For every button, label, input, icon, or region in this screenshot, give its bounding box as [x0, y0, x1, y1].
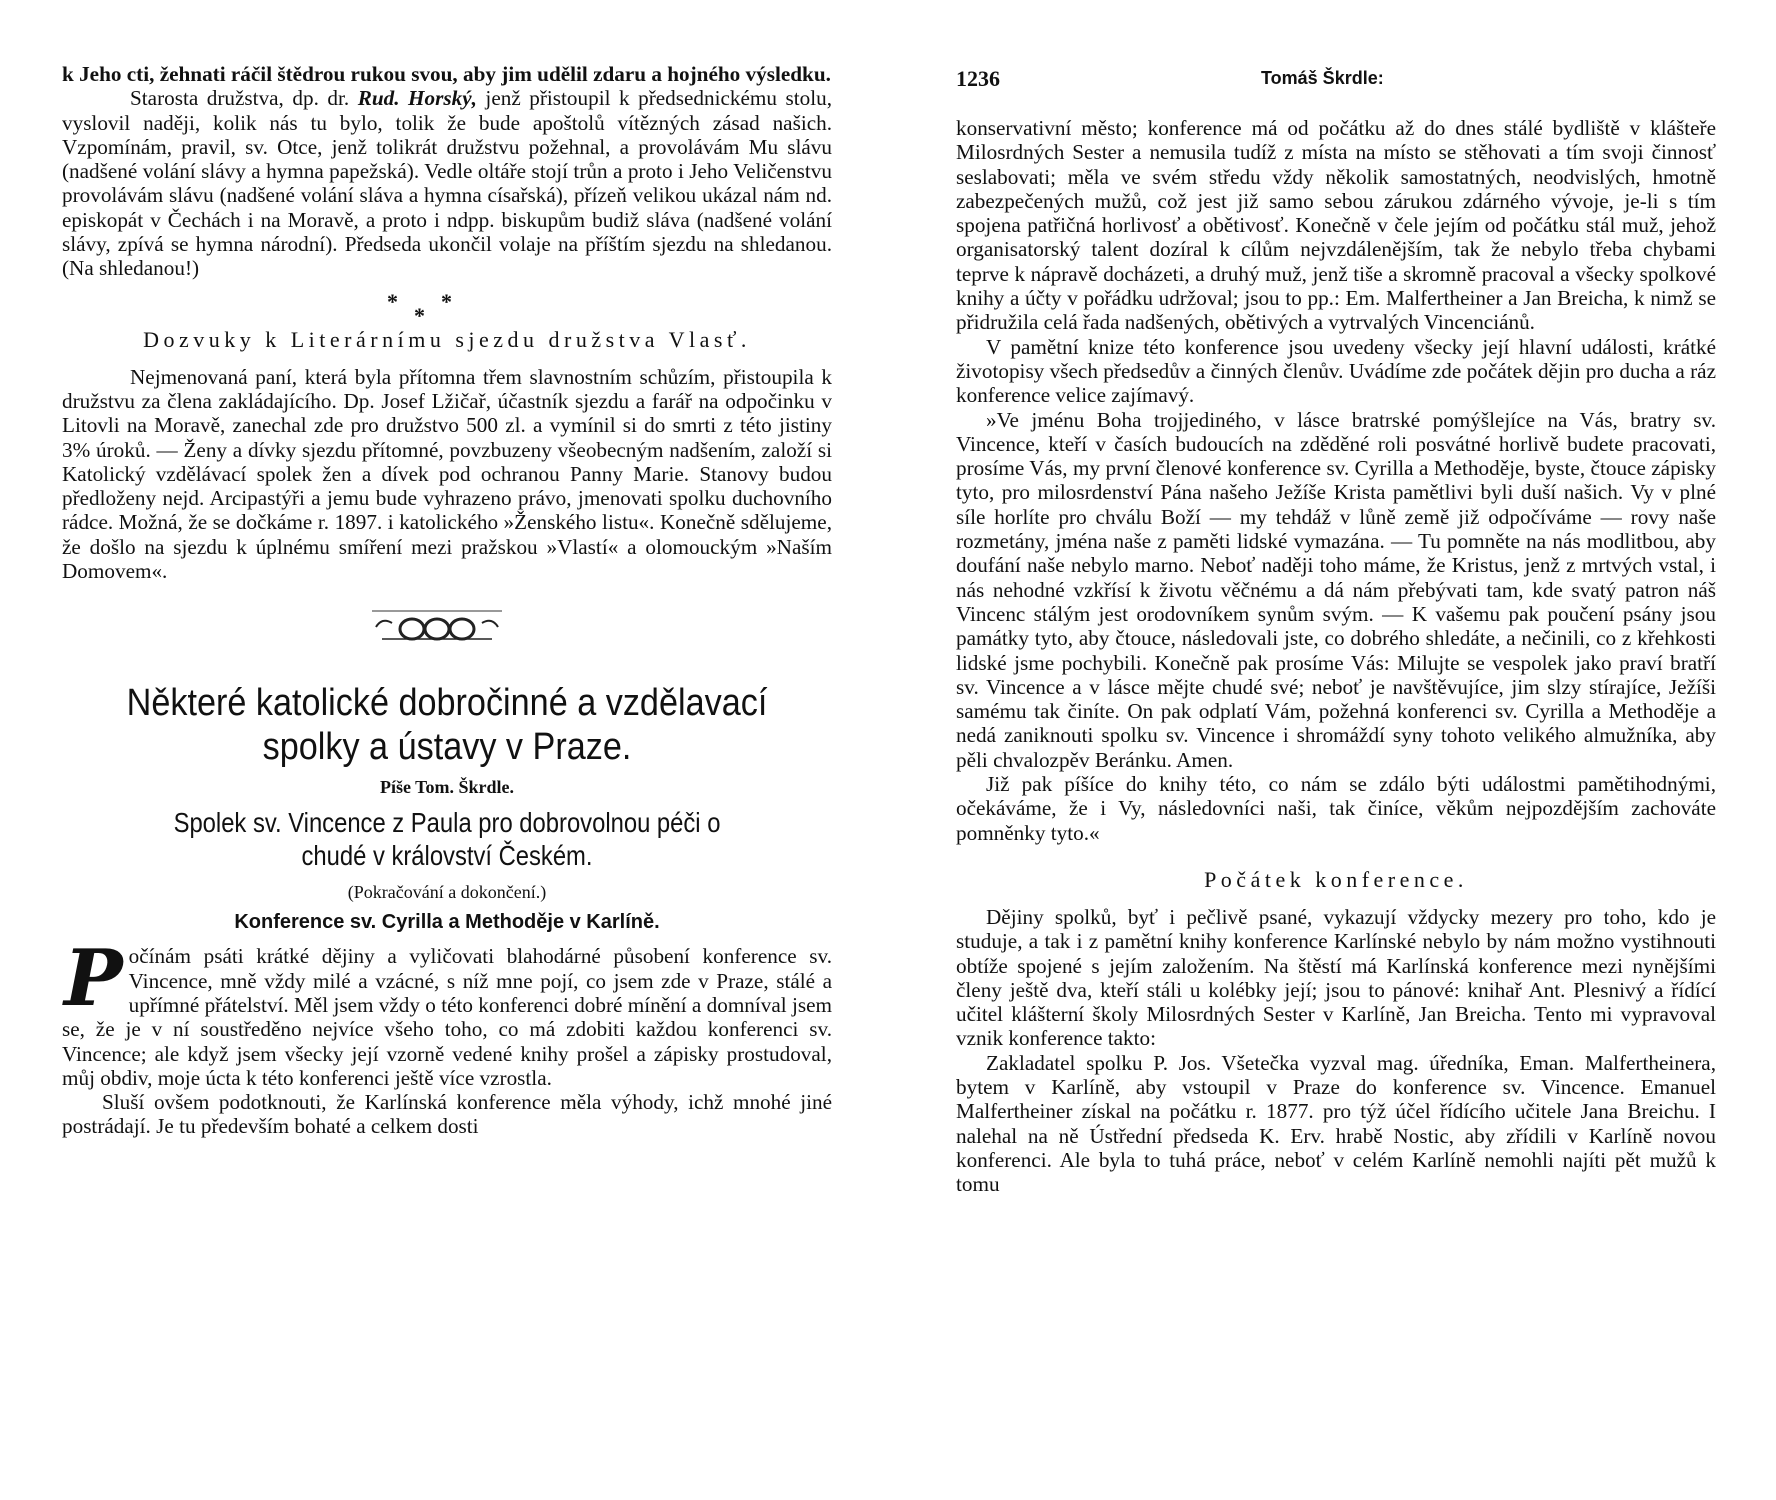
right-page [956, 0, 1716, 1196]
paragraph: Nejmenovaná paní, která byla přítomna třem slavnostním schůzím, přistoupila k družstvu za člena zakládajícího. Dp. Josef Lžičař, účastník sjezdu a farář na odpočinku v Litovli na Moravě, zanechal zde pro družstvo 500 zl. a vymínil si do smrti z této jistiny 3% úroků. — Ženy a dívky sjezdu přítomné, povzbuzeny všeobecným nadšením, založí si Katolický vzdělávací spolek žen a dívek pod ochranou Panny Marie. Stanovy budou předloženy nejd. Arcipastýři a jemu bude vyhrazeno právo, jmenovati spolku duchovního rádce. Možná, že se dočkáme r. 1897. i katolického »Ženského listu«. Konečně sdělujeme, že došlo na sjezdu k úplnému smíření mezi pražskou »Vlastí« a olomouckým »Naším Domovem«. [62, 364, 832, 584]
ornament-divider [62, 583, 832, 673]
section-separator [62, 281, 832, 328]
section-heading: Počátek konference. [1204, 866, 1468, 892]
person-name: Rud. Horský, [357, 86, 477, 111]
text-span: jenž přistoupil k předsednickému stolu, vyslovil naději, kolik nás tu bylo, tolik že bude apoštolů vítězných zásad našich. Vzpomínám, pravil, sv. Otce, jenž tolikrát družstvu požehnal, a provolávám Mu slávu (nadšené volání slávy a hymna papežská). Vedle oltáře stojí trůn a proto i Jeho Veličenstvu provolávám slávu (nadšené volání sláva a hymna císařská), přízeň velikou ukázal nám nd. episkopát v Čechách i na Moravě, a proto i ndpp. biskupům budiž sláva (nadšené volání slávy, zpívá se hymna národní). Předseda ukončil volaje na příštím sjezdu na shledanou. (Na shledanou!) [62, 86, 832, 281]
continuation-note: (Pokračování a dokončení.) [347, 882, 547, 903]
conference-heading: Konference sv. Cyrilla a Methoděje v Karlíně. [234, 911, 660, 934]
article-title: Některé katolické dobročinné a vzdělavací spolky a ústavy v Praze. [126, 682, 768, 769]
paragraph: Dějiny spolků, byť i pečlivě psané, vykazují vždycky mezery pro toho, kdo je studuje, a tak i z pamětní knihy konference Karlínské nebylo by nám možno vystihnouti obtíže spojené s jejím založením. Na štěstí má Karlínská konference mezi nynějšími členy ještě dva, kteří stáli u kolébky její; jsou to pánové: knihař Ant. Plesnivý a řídící učitel klášterní školy Milosrdných Sester v Karlíně, Jan Breicha. Tento mi vypravoval vznik konference takto: [956, 904, 1716, 1051]
running-head: Tomáš Škrdle: [1261, 68, 1384, 88]
running-header [956, 0, 1716, 91]
paragraph: V pamětní knize této konference jsou uvedeny všecky její hlavní události, krátké životopisy všech předsedův a činných členův. Uvádíme zde počátek dějin pro ducha a ráz konference velice zajímavý. [956, 334, 1716, 408]
star: * [414, 302, 425, 328]
byline: Píše Tom. Škrdle. [379, 777, 515, 798]
paragraph: »Ve jménu Boha trojjediného, v lásce bratrské pomýšlejíce na Vás, bratry sv. Vincence, kteří v časích budoucích na zděděné roli posvátné horlivě budete pracovati, prosíme Vás, my první členové konference sv. Cyrilla a Methoděje, byste, čtouce zápisky tyto, pro milosrdenství Pána našeho Ježíše Krista pamětlivi byli duší našich. Vy v plné síle horlíte pro chválu Boží — my tehdáž v lůně země již odpočíváme — rovy naše rozmetány, jména naše z paměti lidské vymazána. — Tu pomněte na nás modlitbou, aby doufání naše nebylo marno. Neboť naději toho máme, že Kristus, jenž z mrtvých vstal, i nás nehodné vzkřísí k životu věčnému a dá nám přebývati tam, kde svatý patron náš Vincenc stálým jest orodovníkem synům svým. — K vašemu pak poučení psány jsou památky tyto, aby čtouce, následovali jste, co dobrého shledáte, a nečinili, co z křehkosti lidské jsme pochybili. Konečně pak prosíme Vás: Milujte se vespolek jako praví bratří sv. Vincence a v lásce mějte chudé své; neboť je navštěvujíce, jim slzy stírajíce, Ježíši samému tak činíte. On pak odplatí Vám, požehná konferenci sv. Cyrilla a Methoděje a nedá zaniknouti spolku sv. Vincence i shromáždí syny tohoto velikého almužníka, aby pěli chvalozpěv Beránku. Amen. [956, 407, 1716, 772]
paragraph: k Jeho cti, žehnati ráčil štědrou rukou svou, aby jim udělil zdaru a hojného výsledku. [62, 62, 831, 86]
paragraph: konservativní město; konference má od počátku až do dnes stálé bydliště v klášteře Milosrdných Sester a nemusila tudíž z místa na místo se stěhovati a tím svoji činnosť seslabovati; měla ve svém středu vždy několik samostatných, neodvislých, hmotně zabezpečených mužů, což jest již samo sebou zárukou zdárného vývoje, je-li s tím spojena patřičná horlivosť a obětivosť. Konečně v čele jejím od počátku stál muž, jehož organisatorský talent dozíral k cílům nejvzdálenějším, tak že nebylo třeba chybami teprve k nápravě docházeti, a druhý muž, jenž tiše a skromně pracoval a všecky spolkové knihy a účty v pořádku udržoval; jsou to pp.: Em. Malfertheiner a Jan Breicha, k nimž se přidružila celá řada nadšených, obětivých a vytrvalých Vincenciánů. [956, 116, 1716, 335]
text-span: očínám psáti krátké dějiny a vyličovati blahodárné působení konference sv. Vincence, mně vždy milé a vzácné, s níž mne pojí, co jsem zde v Praze, stálé a upřímné přátelství. Měl jsem vždy o této konferenci dobré mínění a domníval jsem se, že je v ní soustředěno nejvíce všeho toho, co má zdobiti každou konferenci sv. Vincence; ale když jsem všecky její vzorně vedené knihy prošel a zápisky prostudoval, můj obdiv, moje úcta k této konferenci ještě více vzrostla. [62, 944, 832, 1090]
paragraph [62, 933, 832, 1090]
text-span: Starosta družstva, dp. dr. [130, 86, 358, 111]
left-page [62, 0, 832, 1139]
paragraph: Sluší ovšem podotknouti, že Karlínská konference měla výhody, ichž mnohé jiné postrádají. Je tu především bohaté a celkem dosti [62, 1090, 832, 1139]
star: * [441, 288, 452, 314]
sub-title: Spolek sv. Vincence z Paula pro dobrovolnou péči o chudé v království Českém. [173, 807, 721, 872]
paragraph: Již pak píšíce do knihy této, co nám se zdálo býti událostmi pamětihodnými, očekáváme, že i Vy, následovníci naši, tak činíce, věkům nejpozdějším zachováte pomněnky tyto.« [956, 772, 1716, 845]
page-number: 1236 [956, 66, 1000, 91]
paragraph [62, 86, 832, 280]
star: * [387, 288, 398, 314]
drop-cap: P [64, 933, 123, 1025]
ornament [62, 583, 832, 673]
paragraph: Zakladatel spolku P. Jos. Všetečka vyzval mag. úředníka, Eman. Malfertheinera, bytem v Karlíně, aby vstoupil v Praze do konference sv. Vincence. Emanuel Malfertheiner získal na počátku r. 1877. pro týž účel řídícího učitele Jana Breichu. I nalehal na ně Ústřední předseda K. Erv. hrabě Nostic, aby zřídili v Karlíně novou konferenci. Ale byla to tuhá práce, neboť v celém Karlíně nemohli najíti pět mužů k tomu [956, 1050, 1716, 1197]
section-heading: Dozvuky k Literárnímu sjezdu družstva Vlasť. [143, 326, 751, 352]
